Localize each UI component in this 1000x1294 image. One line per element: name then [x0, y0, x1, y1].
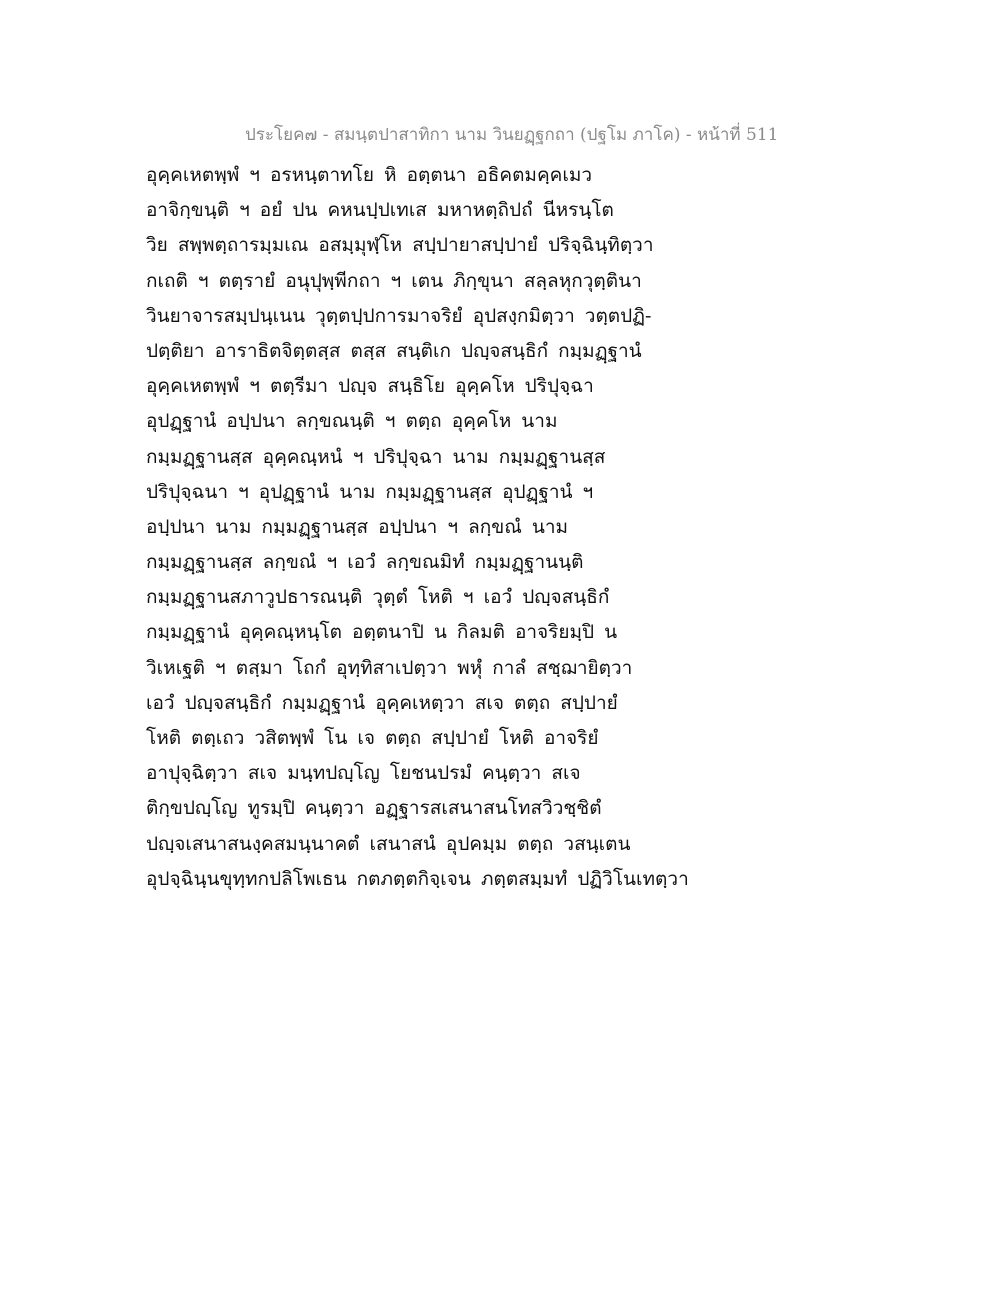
text-line: กมฺมฏฺฐานํ อุคฺคณฺหนฺโต อตฺตนาปิ น กิลมติ อาจริยมฺปิ น	[146, 621, 618, 644]
text-line: โหติ ตตฺเถว วสิตพฺพํ โน เจ ตตฺถ สปฺปายํ โหติ อาจริยํ	[146, 727, 599, 749]
text-line: เอวํ ปญฺจสนฺธิกํ กมฺมฏฺฐานํ อุคฺคเหตฺวา สเจ ตตฺถ สปฺปายํ	[146, 691, 618, 714]
text-line: ติกฺขปญฺโญ ทูรมฺปิ คนฺตฺวา อฏฺฐารสเสนาสนโทสวิวชฺชิตํ	[146, 797, 602, 820]
text-line: วินยาจารสมฺปนฺเนน วุตฺตปฺปการมาจริยํ อุปสงฺกมิตฺวา วตฺตปฏิ-	[146, 304, 652, 327]
body-text	[146, 158, 786, 897]
text-line: อปฺปนา นาม กมฺมฏฺฐานสฺส อปฺปนา ฯ ลกฺขณํ นาม	[146, 515, 569, 538]
page-header: ประโยค๗ - สมนฺตปาสาทิกา นาม วินยฏฺฐกถา (ปฐโม ภาโค) - หน้าที่ 511	[245, 125, 779, 145]
text-line: อุปฏฺฐานํ อปฺปนา ลกฺขณนฺติ ฯ ตตฺถ อุคฺคโห นาม	[146, 410, 558, 433]
text-line: ปริปุจฺฉนา ฯ อุปฏฺฐานํ นาม กมฺมฏฺฐานสฺส อุปฏฺฐานํ ฯ	[146, 480, 594, 503]
text-line: อาปุจฺฉิตฺวา สเจ มนฺทปญฺโญ โยชนปรมํ คนฺตฺวา สเจ	[146, 762, 581, 785]
text-line: อุคฺคเหตพฺพํ ฯ ตตฺรีมา ปญฺจ สนฺธิโย อุคฺคโห ปริปุจฺฉา	[146, 375, 594, 398]
text-line: วิเหเฐติ ฯ ตสฺมา โถกํ อุทฺทิสาเปตฺวา พหุํ กาลํ สชฺฌายิตฺวา	[146, 656, 633, 679]
text-line: อุปจฺฉินฺนขุทฺทกปลิโพเธน กตภตฺตกิจฺเจน ภตฺตสมฺมทํ ปฏิวิโนเทตฺวา	[146, 867, 689, 890]
text-line: วิย สพฺพตฺถารมฺมเณ อสมฺมุฬฺโห สปฺปายาสปฺปายํ ปริจฺฉินฺทิตฺวา	[146, 234, 654, 257]
text-line: กเถติ ฯ ตตฺรายํ อนุปุพฺพีกถา ฯ เตน ภิกฺขุนา สลฺลหุกวุตฺตินา	[146, 269, 642, 292]
text-line: อุคฺคเหตพฺพํ ฯ อรหนฺตาทโย หิ อตฺตนา อธิคตมคฺคเมว	[146, 164, 593, 186]
text-line: อาจิกฺขนฺติ ฯ อยํ ปน คหนปฺปเทเส มหาหตฺถิปถํ นีหรนฺโต	[146, 199, 614, 222]
text-line: ปญฺจเสนาสนงฺคสมนฺนาคตํ เสนาสนํ อุปคมฺม ตตฺถ วสนฺเตน	[146, 832, 631, 855]
text-line: กมฺมฏฺฐานสภาวูปธารณนฺติ วุตฺตํ โหติ ฯ เอวํ ปญฺจสนฺธิกํ	[146, 586, 610, 609]
text-line: ปตฺติยา อาราธิตจิตฺตสฺส ตสฺส สนฺติเก ปญฺจสนฺธิกํ กมฺมฏฺฐานํ	[146, 339, 642, 362]
text-line: กมฺมฏฺฐานสฺส อุคฺคณฺหนํ ฯ ปริปุจฺฉา นาม กมฺมฏฺฐานสฺส	[146, 445, 606, 468]
text-line: กมฺมฏฺฐานสฺส ลกฺขณํ ฯ เอวํ ลกฺขณมิทํ กมฺมฏฺฐานนฺติ	[146, 551, 584, 574]
